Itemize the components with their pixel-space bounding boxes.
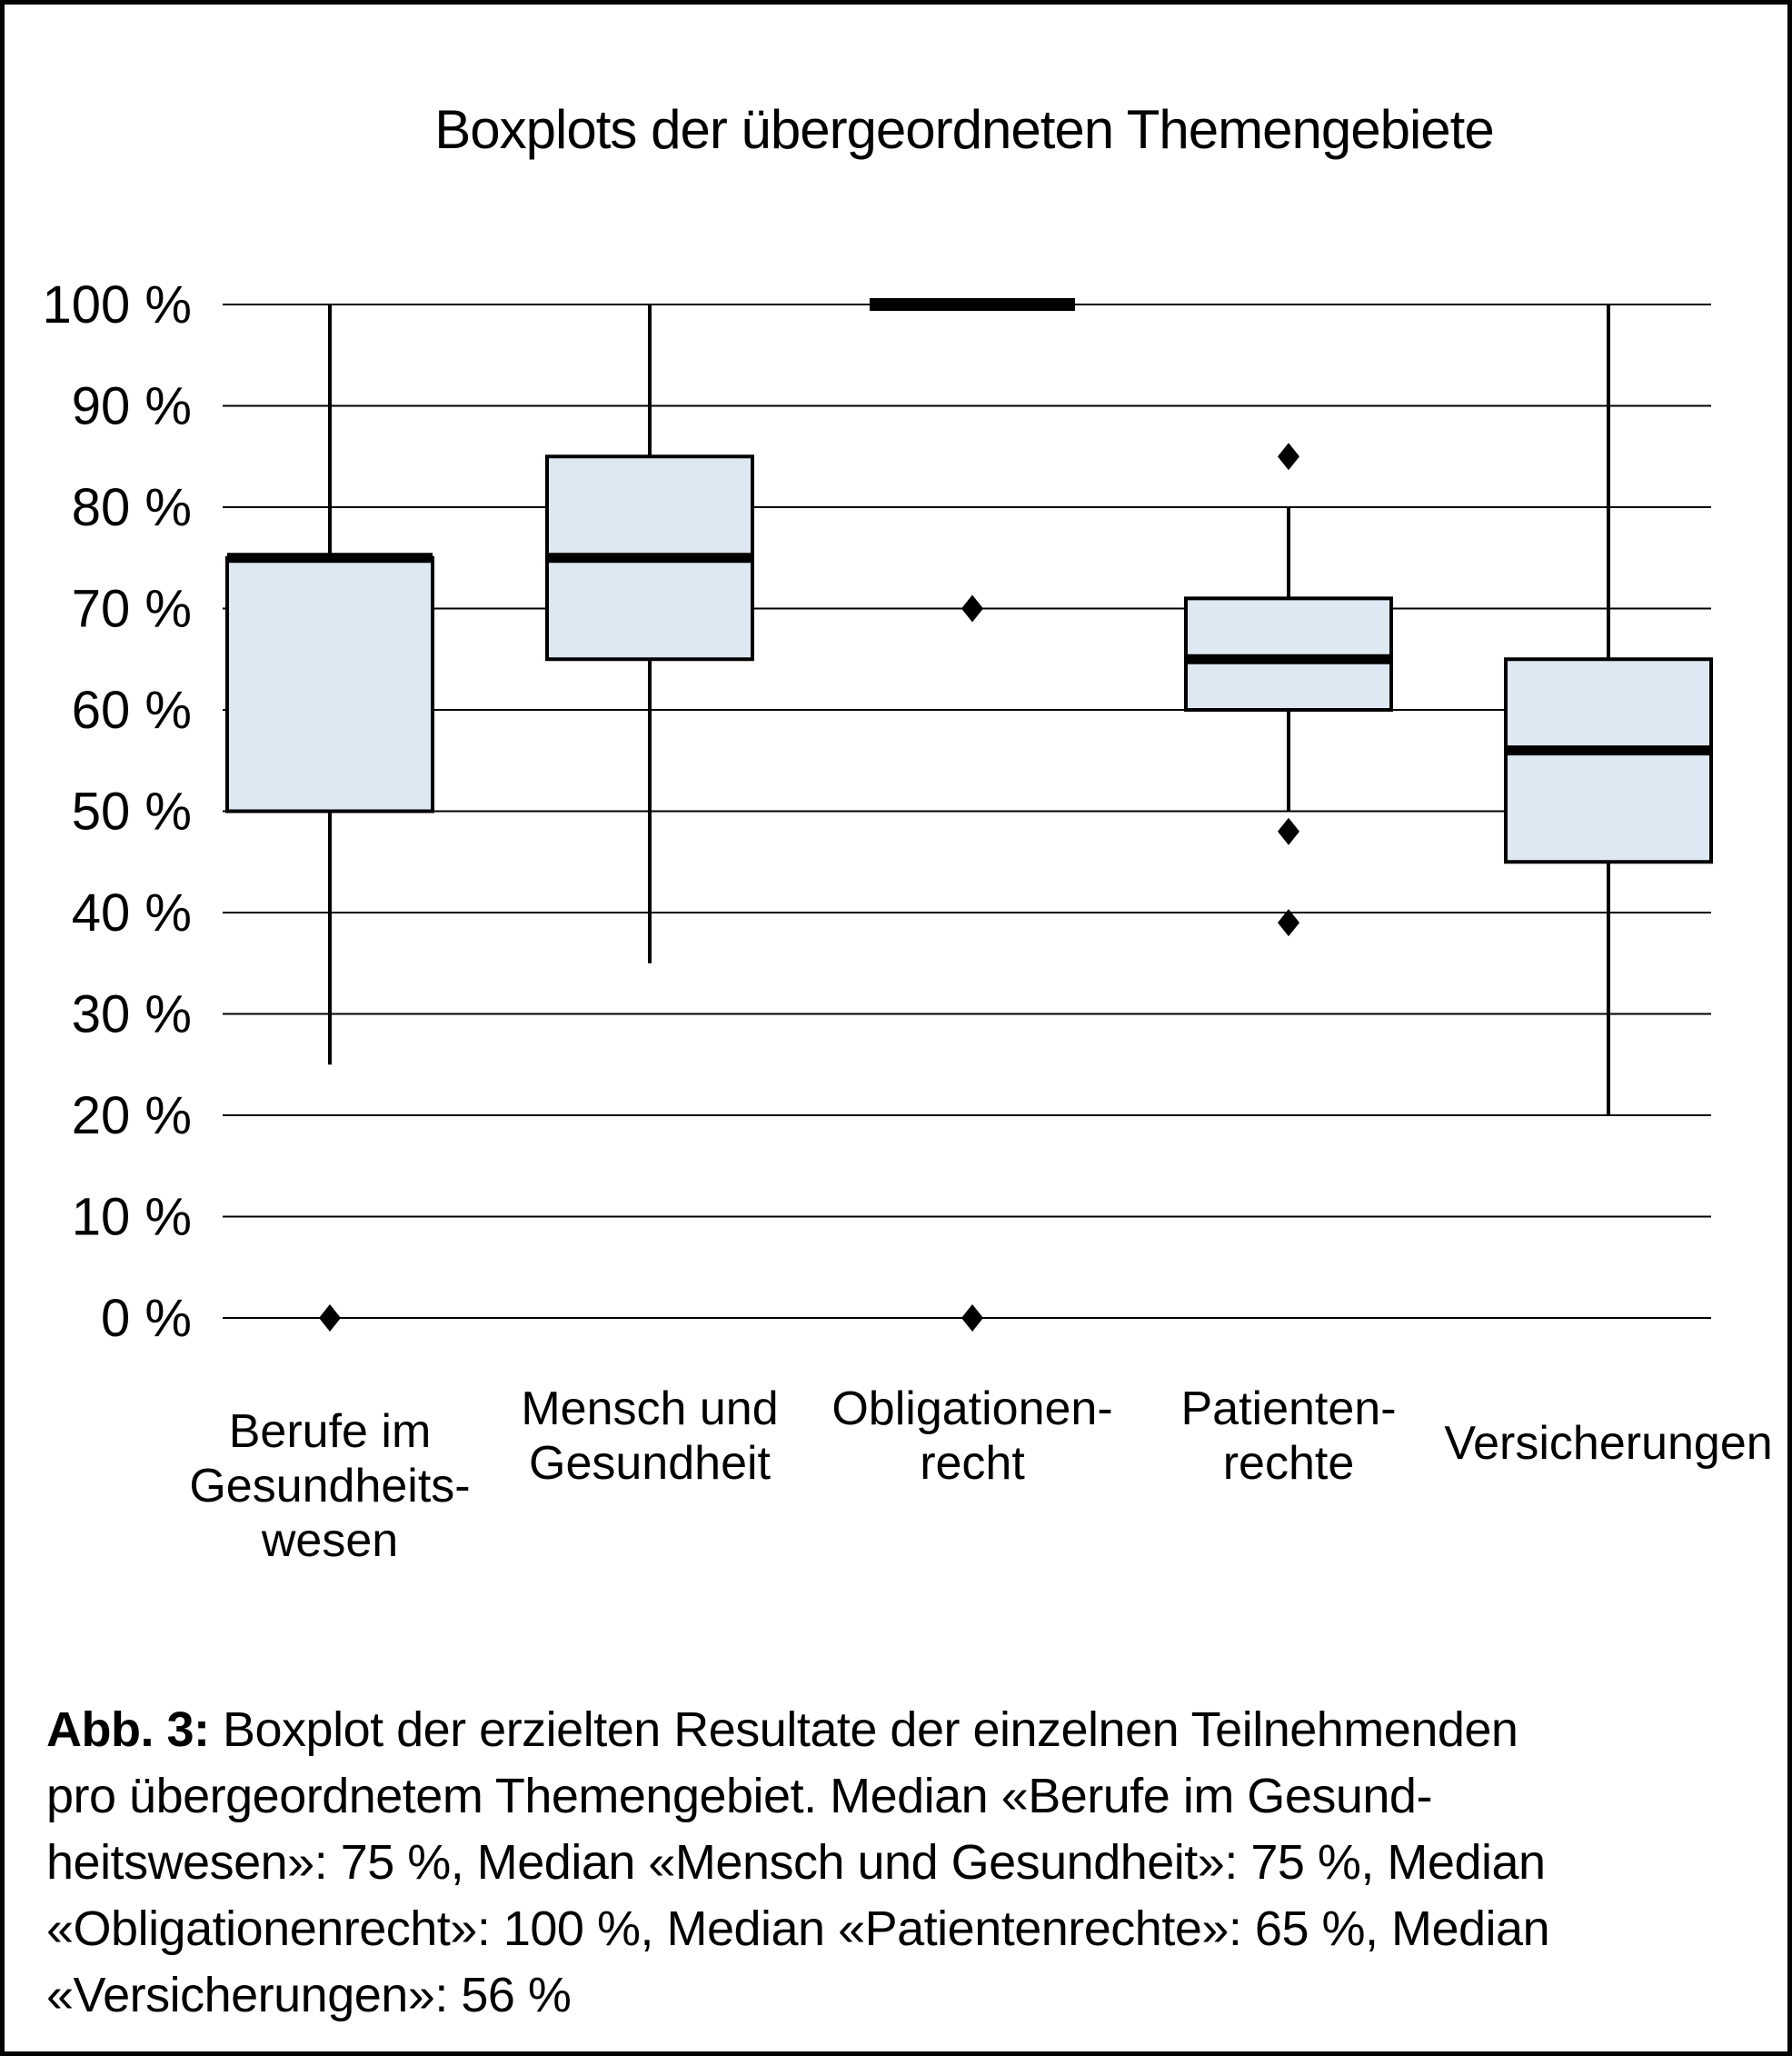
x-category-labels xyxy=(189,1382,1772,1567)
box-patientenrechte xyxy=(1186,598,1391,710)
boxplot-obligationenrecht xyxy=(870,304,1075,1332)
outlier-patientenrechte-48 xyxy=(1278,818,1299,845)
category-label-berufe-im-gesundheitswesen: Berufe im Gesundheits-wesen xyxy=(189,1405,471,1567)
y-tick-label-10: 10 % xyxy=(71,1187,192,1247)
outlier-berufe-im-gesundheitswesen-0 xyxy=(319,1304,341,1332)
y-tick-label-40: 40 % xyxy=(71,883,192,943)
y-gridlines xyxy=(223,304,1711,1318)
outlier-patientenrechte-85 xyxy=(1278,443,1299,470)
boxplot-mensch-und-gesundheit xyxy=(547,304,752,963)
boxplot-berufe-im-gesundheitswesen xyxy=(227,304,433,1332)
category-label-versicherungen: Versicherungen xyxy=(1444,1417,1773,1470)
figure-caption: Abb. 3: Boxplot der erzielten Resultate der einzelnen Teilnehmenden pro übergeordnetem Themengebiet. Median «Berufe im Gesund- heitswesen»: 75 %, Median «Mensch und Gesundheit»: 75 %, Median «Obligationenrecht»: 100 %, Median «Patientenrechte»: 65 %, Median «Versicherungen»: 56 % xyxy=(46,1702,1550,2022)
boxplot-versicherungen xyxy=(1506,304,1711,1115)
category-label-patientenrechte: Patienten-rechte xyxy=(1180,1382,1397,1490)
category-label-obligationenrecht: Obligationen-recht xyxy=(831,1382,1113,1490)
y-tick-label-30: 30 % xyxy=(71,984,192,1044)
category-label-mensch-und-gesundheit: Mensch und Gesundheit xyxy=(521,1382,779,1490)
y-tick-label-70: 70 % xyxy=(71,579,192,639)
caption-prefix: Abb. 3: xyxy=(46,1702,210,1757)
y-tick-label-80: 80 % xyxy=(71,478,192,537)
y-tick-label-60: 60 % xyxy=(71,681,192,740)
outlier-obligationenrecht-0 xyxy=(961,1304,983,1332)
y-tick-label-50: 50 % xyxy=(71,782,192,842)
outlier-obligationenrecht-70 xyxy=(961,595,983,623)
y-tick-label-90: 90 % xyxy=(71,376,192,436)
box-versicherungen xyxy=(1506,659,1711,862)
y-tick-label-20: 20 % xyxy=(71,1086,192,1145)
box-berufe-im-gesundheitswesen xyxy=(227,558,433,812)
y-tick-labels xyxy=(43,275,192,1348)
y-tick-label-100: 100 % xyxy=(42,275,192,334)
boxplot-patientenrechte xyxy=(1186,443,1391,936)
chart-title: Boxplots der übergeordneten Themengebiete xyxy=(434,99,1494,160)
y-tick-label-0: 0 % xyxy=(101,1289,192,1348)
